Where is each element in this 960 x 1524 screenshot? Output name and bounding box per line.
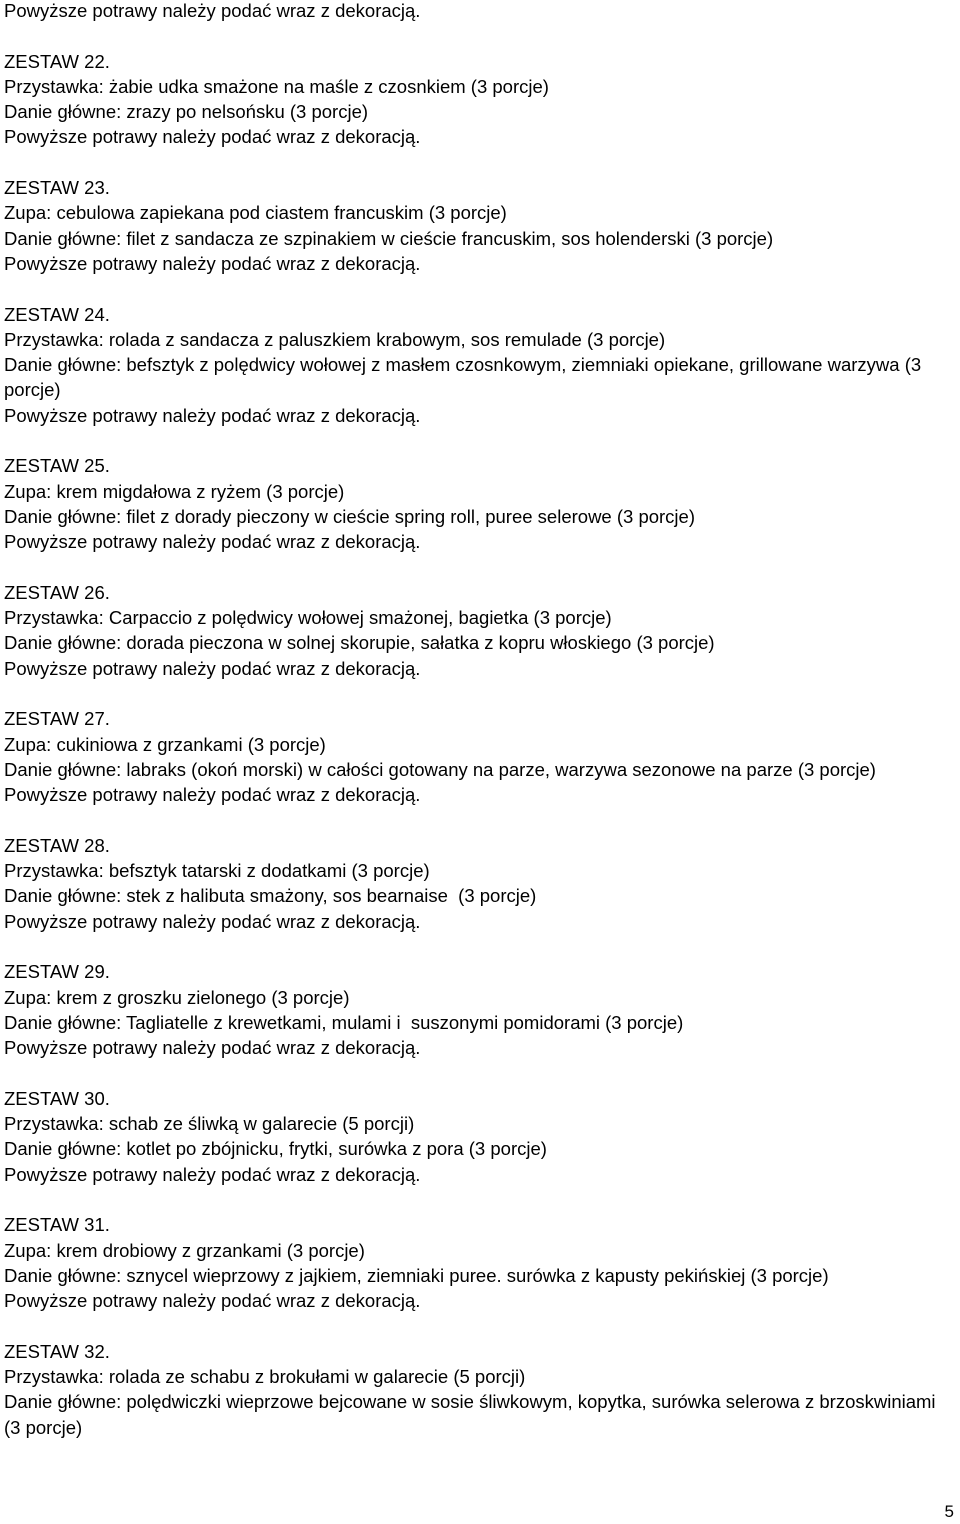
set-main-course: Danie główne: stek z halibuta smażony, sos bearnaise (3 porcje) (4, 885, 537, 907)
set-heading: ZESTAW 30. (4, 1087, 110, 1109)
spacer (4, 681, 956, 706)
set-22 (4, 49, 956, 150)
spacer (4, 276, 956, 301)
set-note: Powyższe potrawy należy podać wraz z dekoracją. (4, 126, 421, 148)
set-32 (4, 1339, 956, 1440)
document-page (4, 0, 956, 1440)
set-30 (4, 1086, 956, 1187)
spacer (4, 1060, 956, 1085)
set-note: Powyższe potrawy należy podać wraz z dekoracją. (4, 657, 421, 679)
set-heading: ZESTAW 31. (4, 1214, 110, 1236)
set-24 (4, 302, 956, 428)
set-starter: Zupa: cukiniowa z grzankami (3 porcje) (4, 733, 326, 755)
set-starter: Przystawka: żabie udka smażone na maśle z czosnkiem (3 porcje) (4, 75, 549, 97)
set-main-course: Danie główne: filet z dorady pieczony w cieście spring roll, puree selerowe (3 porcje) (4, 505, 695, 527)
set-note: Powyższe potrawy należy podać wraz z dekoracją. (4, 1037, 421, 1059)
spacer (4, 23, 956, 48)
set-main-course: Danie główne: kotlet po zbójnicku, frytki, surówka z pora (3 porcje) (4, 1138, 547, 1160)
set-main-course: Danie główne: sznycel wieprzowy z jajkiem, ziemniaki puree. surówka z kapusty pekińskiej (3 porcje) (4, 1264, 829, 1286)
set-25 (4, 453, 956, 554)
set-note: Powyższe potrawy należy podać wraz z dekoracją. (4, 404, 421, 426)
set-28 (4, 833, 956, 934)
set-main-course: Danie główne: labraks (okoń morski) w całości gotowany na parze, warzywa sezonowe na parze (3 porcje) (4, 758, 876, 780)
spacer (4, 1187, 956, 1212)
set-heading: ZESTAW 26. (4, 581, 110, 603)
set-heading: ZESTAW 28. (4, 834, 110, 856)
spacer (4, 1313, 956, 1338)
set-heading: ZESTAW 25. (4, 455, 110, 477)
set-29 (4, 959, 956, 1060)
set-note: Powyższe potrawy należy podać wraz z dekoracją. (4, 910, 421, 932)
intro-note: Powyższe potrawy należy podać wraz z dekoracją. (4, 0, 421, 21)
spacer (4, 808, 956, 833)
set-31 (4, 1212, 956, 1313)
set-heading: ZESTAW 24. (4, 303, 110, 325)
spacer (4, 934, 956, 959)
set-starter: Zupa: krem migdałowa z ryżem (3 porcje) (4, 480, 345, 502)
set-starter: Przystawka: befsztyk tatarski z dodatkami (3 porcje) (4, 860, 430, 882)
spacer (4, 555, 956, 580)
set-main-course: Danie główne: zrazy po nelsońsku (3 porcje) (4, 101, 369, 123)
set-note: Powyższe potrawy należy podać wraz z dekoracją. (4, 1163, 421, 1185)
set-27 (4, 706, 956, 807)
set-starter: Przystawka: rolada z sandacza z paluszkiem krabowym, sos remulade (3 porcje) (4, 328, 666, 350)
set-heading: ZESTAW 32. (4, 1340, 110, 1362)
set-heading: ZESTAW 27. (4, 708, 110, 730)
set-starter: Przystawka: rolada ze schabu z brokułami w galarecie (5 porcji) (4, 1366, 526, 1388)
set-heading: ZESTAW 29. (4, 961, 110, 983)
set-starter: Przystawka: Carpaccio z polędwicy wołowej smażonej, bagietka (3 porcje) (4, 607, 612, 629)
set-main-course: Danie główne: dorada pieczona w solnej skorupie, sałatka z kopru włoskiego (3 porcje) (4, 632, 715, 654)
set-main-course: Danie główne: befsztyk z polędwicy wołowej z masłem czosnkowym, ziemniaki opiekane, grillowane warzywa (3 porcje) (4, 354, 922, 401)
set-starter: Zupa: krem drobiowy z grzankami (3 porcje) (4, 1239, 365, 1261)
set-heading: ZESTAW 23. (4, 177, 110, 199)
set-note: Powyższe potrawy należy podać wraz z dekoracją. (4, 252, 421, 274)
page-number: 5 (944, 1502, 954, 1521)
set-main-course: Danie główne: filet z sandacza ze szpinakiem w cieście francuskim, sos holenderski (3 porcje) (4, 227, 774, 249)
spacer (4, 428, 956, 453)
set-note: Powyższe potrawy należy podać wraz z dekoracją. (4, 1290, 421, 1312)
set-heading: ZESTAW 22. (4, 50, 110, 72)
set-starter: Przystawka: schab ze śliwką w galarecie (5 porcji) (4, 1113, 415, 1135)
set-starter: Zupa: krem z groszku zielonego (3 porcje) (4, 986, 350, 1008)
set-23 (4, 175, 956, 276)
set-note: Powyższe potrawy należy podać wraz z dekoracją. (4, 531, 421, 553)
spacer (4, 150, 956, 175)
set-26 (4, 580, 956, 681)
set-note: Powyższe potrawy należy podać wraz z dekoracją. (4, 784, 421, 806)
set-main-course: Danie główne: Tagliatelle z krewetkami, mulami i suszonymi pomidorami (3 porcje) (4, 1011, 684, 1033)
set-main-course: Danie główne: polędwiczki wieprzowe bejcowane w sosie śliwkowym, kopytka, surówka selerowa z brzoskwiniami (3 porcje) (4, 1391, 936, 1438)
set-starter: Zupa: cebulowa zapiekana pod ciastem francuskim (3 porcje) (4, 202, 507, 224)
